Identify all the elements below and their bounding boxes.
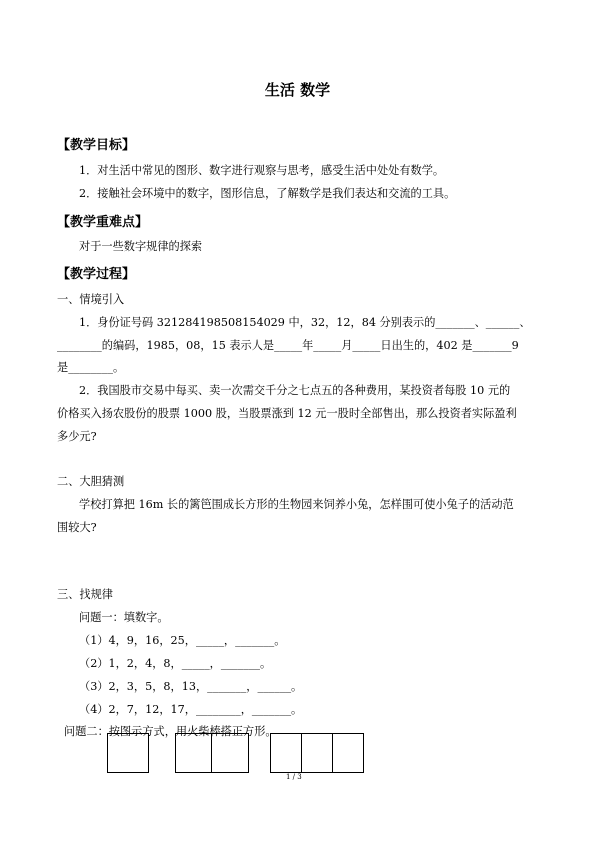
part1-q2-line-3: 多少元? [57, 430, 97, 443]
square [107, 733, 149, 773]
part3-q1-label: 问题一：填数字。 [79, 611, 169, 624]
sequence-2: （2）1，2，4，8，_____，_______。 [79, 657, 272, 670]
part1-heading: 一、情境引入 [57, 293, 125, 306]
part2-line-1: 学校打算把 16m 长的篱笆围成长方形的生物园来饲养小兔，怎样围可使小兔子的活动范 [79, 498, 514, 511]
process-heading: 【教学过程】 [57, 267, 136, 282]
part1-q1-line-3: 是________。 [57, 361, 125, 374]
square [270, 733, 302, 773]
sequence-1: （1）4，9，16，25，_____，_______。 [79, 634, 286, 647]
page-number: 1 / 3 [286, 773, 302, 781]
part1-q2-line-2: 价格买入扬农股份的股票 1000 股，当股票涨到 12 元一股时全部售出，那么投资者实际盈利 [57, 407, 517, 420]
part2-heading: 二、大胆猜测 [57, 475, 125, 488]
key-points-heading: 【教学重难点】 [57, 215, 149, 230]
part3-q2-label: 问题二：按图示方式，用火柴棒搭正方形。 [64, 725, 277, 738]
goal-item-1: 1．对生活中常见的图形、数字进行观察与思考，感受生活中处处有数学。 [79, 164, 445, 177]
square [332, 733, 364, 773]
part1-q2-line-1: 2．我国股市交易中每买、卖一次需交千分之七点五的各种费用，某投资者每股 10 元的 [79, 384, 511, 397]
square [211, 733, 249, 773]
sequence-4: （4）2，7，12，17，________，_______。 [79, 703, 303, 716]
square [175, 733, 212, 773]
sequence-3: （3）2，3，5，8，13，_______，______。 [79, 680, 303, 693]
key-points-text: 对于一些数字规律的探索 [79, 240, 203, 253]
part1-q1-line-1: 1．身份证号码 321284198508154029 中，32，12，84 分别表示的_______、______、 [79, 316, 531, 329]
goals-heading: 【教学目标】 [57, 138, 136, 153]
square [301, 733, 333, 773]
goal-item-2: 2．接触社会环境中的数字，图形信息，了解数学是我们表达和交流的工具。 [79, 187, 456, 200]
part2-line-2: 围较大? [57, 521, 97, 534]
part1-q1-line-2: ________的编码，1985，08，15 表示人是_____年_____月_____日出生的，402 是_______9 [57, 339, 519, 352]
part3-heading: 三、找规律 [57, 588, 113, 601]
page-title: 生活 数学 [264, 81, 331, 99]
